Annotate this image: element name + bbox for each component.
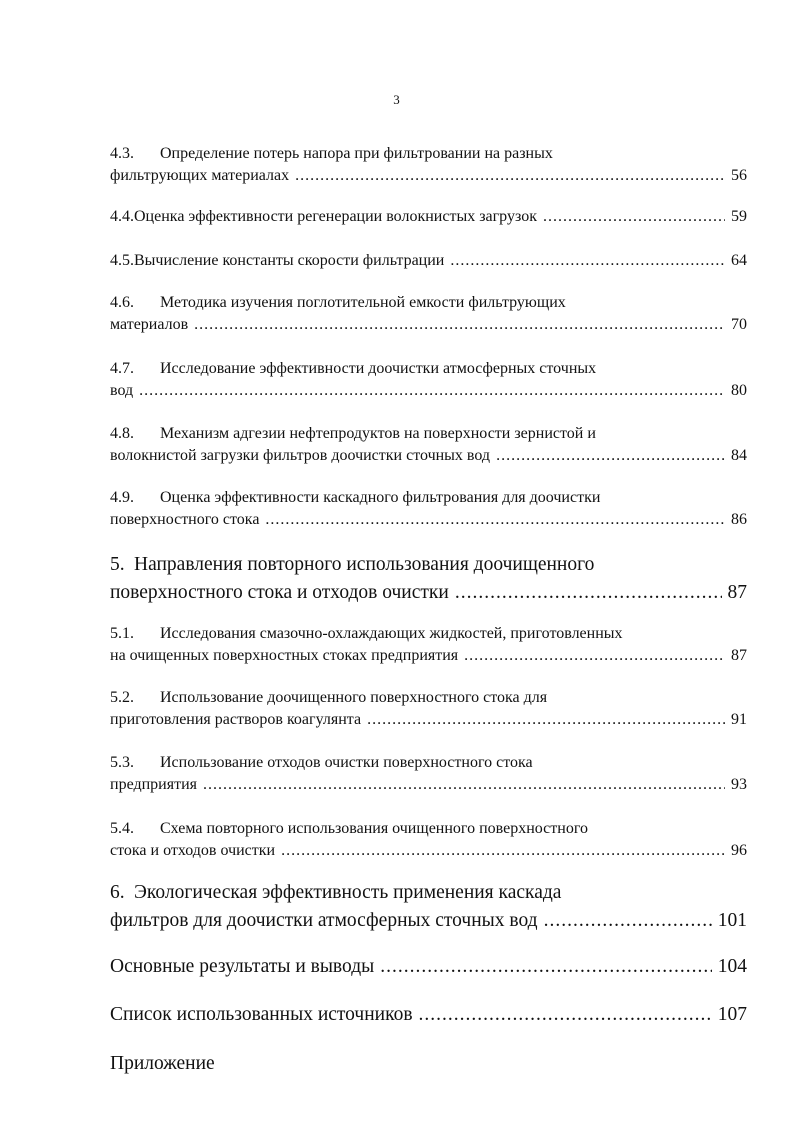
page-ref: 91 bbox=[731, 711, 747, 728]
section-title-cont: приготовления растворов коагулянта bbox=[110, 711, 362, 728]
page-ref: 87 bbox=[731, 647, 747, 664]
section-title: Исследования смазочно-охлаждающих жидкостей, приготовленных bbox=[160, 625, 623, 642]
toc-entry-4-7[interactable] bbox=[110, 358, 747, 402]
results-title: Основные результаты и выводы bbox=[110, 956, 375, 977]
page-ref: 101 bbox=[717, 910, 747, 931]
page-ref: 59 bbox=[731, 208, 747, 225]
dot-leader bbox=[281, 840, 725, 862]
toc-chapter-5[interactable] bbox=[110, 551, 747, 607]
toc-appendix[interactable] bbox=[110, 1050, 747, 1078]
section-title-cont: стока и отходов очистки bbox=[110, 842, 276, 859]
section-title: Методика изучения поглотительной емкости фильтрующих bbox=[160, 294, 566, 311]
page-ref: 64 bbox=[731, 252, 747, 269]
page-ref: 56 bbox=[731, 167, 747, 184]
toc-entry-4-4[interactable] bbox=[110, 206, 747, 228]
dot-leader bbox=[380, 953, 712, 981]
dot-leader bbox=[544, 907, 712, 935]
section-title-cont: материалов bbox=[110, 316, 189, 333]
section-title-cont: волокнистой загрузки фильтров доочистки сточных вод bbox=[110, 447, 491, 464]
dot-leader bbox=[450, 250, 725, 272]
section-title: Механизм адгезии нефтепродуктов на поверхности зернистой и bbox=[160, 425, 596, 442]
toc-entry-4-3[interactable] bbox=[110, 143, 747, 187]
page-ref: 107 bbox=[717, 1004, 747, 1025]
toc-entry-4-8[interactable] bbox=[110, 423, 747, 467]
section-title-cont: предприятия bbox=[110, 776, 197, 793]
references-title: Список использованных источников bbox=[110, 1004, 413, 1025]
page-ref: 104 bbox=[717, 956, 747, 977]
section-number: 4.4. bbox=[110, 208, 134, 225]
section-number: 5.4. bbox=[110, 820, 134, 837]
dot-leader bbox=[139, 380, 725, 402]
dot-leader bbox=[419, 1001, 712, 1029]
chapter-title: Экологическая эффективность применения каскада bbox=[134, 882, 562, 903]
toc-entry-4-6[interactable] bbox=[110, 292, 747, 336]
toc-entry-5-1[interactable] bbox=[110, 623, 747, 667]
section-title-cont: фильтрующих материалах bbox=[110, 167, 290, 184]
chapter-number: 6. bbox=[110, 882, 125, 903]
dot-leader bbox=[464, 645, 725, 667]
section-title-cont: на очищенных поверхностных стоках предприятия bbox=[110, 647, 459, 664]
section-title-cont: вод bbox=[110, 382, 134, 399]
page-ref: 86 bbox=[731, 511, 747, 528]
dot-leader bbox=[367, 709, 725, 731]
toc-entry-5-3[interactable] bbox=[110, 752, 747, 796]
section-number: 4.7. bbox=[110, 360, 134, 377]
section-number: 5.2. bbox=[110, 689, 134, 706]
section-title: Оценка эффективности регенерации волокнистых загрузок bbox=[134, 208, 537, 225]
chapter-number: 5. bbox=[110, 554, 125, 575]
dot-leader bbox=[543, 206, 725, 228]
section-title-cont: поверхностного стока bbox=[110, 511, 260, 528]
section-number: 5.3. bbox=[110, 754, 134, 771]
section-title: Исследование эффективности доочистки атмосферных сточных bbox=[160, 360, 597, 377]
page-number: 3 bbox=[393, 92, 400, 107]
section-title: Оценка эффективности каскадного фильтрования для доочистки bbox=[160, 489, 601, 506]
section-title: Использование отходов очистки поверхностного стока bbox=[160, 754, 533, 771]
section-number: 4.3. bbox=[110, 145, 134, 162]
chapter-title-cont: поверхностного стока и отходов очистки bbox=[110, 582, 449, 603]
page-ref: 84 bbox=[731, 447, 747, 464]
appendix-title: Приложение bbox=[110, 1053, 215, 1074]
dot-leader bbox=[496, 445, 725, 467]
toc-results[interactable] bbox=[110, 953, 747, 981]
section-number: 5.1. bbox=[110, 625, 134, 642]
section-number: 4.8. bbox=[110, 425, 134, 442]
toc-entry-5-4[interactable] bbox=[110, 818, 747, 862]
section-title: Вычисление константы скорости фильтрации bbox=[134, 252, 445, 269]
toc-references[interactable] bbox=[110, 1001, 747, 1029]
chapter-title: Направления повторного использования доочищенного bbox=[134, 554, 595, 575]
page-ref: 93 bbox=[731, 776, 747, 793]
toc-entry-4-5[interactable] bbox=[110, 250, 747, 272]
section-number: 4.9. bbox=[110, 489, 134, 506]
dot-leader bbox=[265, 509, 725, 531]
page-ref: 96 bbox=[731, 842, 747, 859]
section-title: Использование доочищенного поверхностного стока для bbox=[160, 689, 548, 706]
dot-leader bbox=[295, 165, 725, 187]
dot-leader bbox=[455, 579, 722, 607]
page-ref: 80 bbox=[731, 382, 747, 399]
section-number: 4.6. bbox=[110, 294, 134, 311]
toc-chapter-6[interactable] bbox=[110, 879, 747, 935]
section-number: 4.5. bbox=[110, 252, 134, 269]
page-ref: 70 bbox=[731, 316, 747, 333]
dot-leader bbox=[194, 314, 725, 336]
section-title: Схема повторного использования очищенного поверхностного bbox=[160, 820, 588, 837]
toc-entry-5-2[interactable] bbox=[110, 687, 747, 731]
dot-leader bbox=[203, 774, 725, 796]
section-title: Определение потерь напора при фильтровании на разных bbox=[160, 145, 553, 162]
page-ref: 87 bbox=[727, 582, 747, 603]
chapter-title-cont: фильтров для доочистки атмосферных сточных вод bbox=[110, 910, 538, 931]
toc-entry-4-9[interactable] bbox=[110, 487, 747, 531]
